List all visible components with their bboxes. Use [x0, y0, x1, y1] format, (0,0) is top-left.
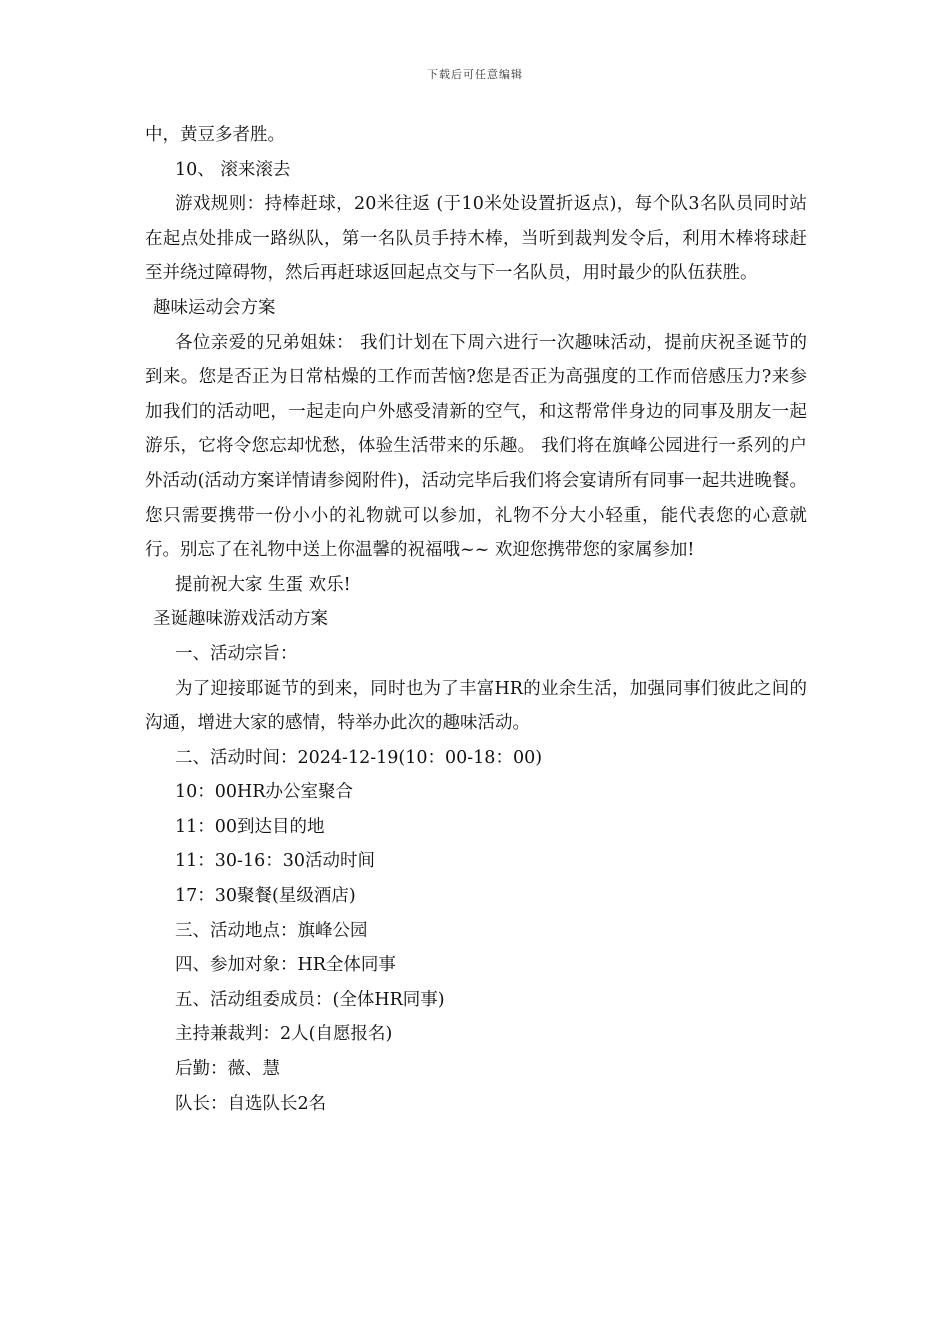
- list-item: 11：30-16：30活动时间: [175, 851, 375, 872]
- list-item: 四、参加对象：HR全体同事: [175, 955, 396, 976]
- paragraph: 提前祝大家 生蛋 欢乐!: [175, 574, 351, 595]
- list-item: 队长：自选队长2名: [175, 1093, 327, 1114]
- paragraph: 游戏规则：持棒赶球，20米往返 (于10米处设置折返点)，每个队3名队员同时站在起点处排成一路纵队，第一名队员手持木棒，当听到裁判发令后，利用木棒将球赶至并绕过障碍物，然后再赶球返回起点交与下一名队员，用时最少的队伍获胜。: [145, 194, 807, 284]
- list-item: 后勤：薇、慧: [175, 1059, 280, 1080]
- list-item: 三、活动地点：旗峰公园: [175, 920, 368, 941]
- page-header-note: 下载后可任意编辑: [427, 68, 523, 81]
- list-item: 一、活动宗旨：: [175, 643, 298, 664]
- list-item: 10：00HR办公室聚合: [175, 782, 353, 803]
- section-heading: 趣味运动会方案: [153, 297, 276, 318]
- list-item: 五、活动组委成员：(全体HR同事): [175, 989, 445, 1010]
- paragraph: 中，黄豆多者胜。: [145, 125, 285, 145]
- list-item: 11：00到达目的地: [175, 816, 325, 837]
- section-heading: 圣诞趣味游戏活动方案: [153, 609, 328, 630]
- section-heading: 10、 滚来滚去: [175, 159, 291, 180]
- list-item: 17：30聚餐(星级酒店): [175, 886, 356, 907]
- list-item: 二、活动时间：2024-12-19(10：00-18：00): [175, 747, 543, 768]
- paragraph: 为了迎接耶诞节的到来，同时也为了丰富HR的业余生活，加强同事们彼此之间的沟通，增进大家的感情，特举办此次的趣味活动。: [145, 678, 807, 734]
- document-body: [145, 118, 807, 1121]
- paragraph: 各位亲爱的兄弟姐妹： 我们计划在下周六进行一次趣味活动，提前庆祝圣诞节的到来。您是否正为日常枯燥的工作而苦恼?您是否正为高强度的工作而倍感压力?来参加我们的活动吧，一起走向户外感受清新的空气，和这帮常伴身边的同事及朋友一起游乐，它将令您忘却忧愁，体验生活带来的乐趣。 我们将在旗峰公园进行一系列的户外活动(活动方案详情请参阅附件)，活动完毕后我们将会宴请所有同事一起共进晚餐。您只需要携带一份小小的礼物就可以参加，礼物不分大小轻重，能代表您的心意就行。别忘了在礼物中送上你温馨的祝福哦~~ 欢迎您携带您的家属参加!: [145, 332, 807, 561]
- list-item: 主持兼裁判：2人(自愿报名): [175, 1024, 393, 1045]
